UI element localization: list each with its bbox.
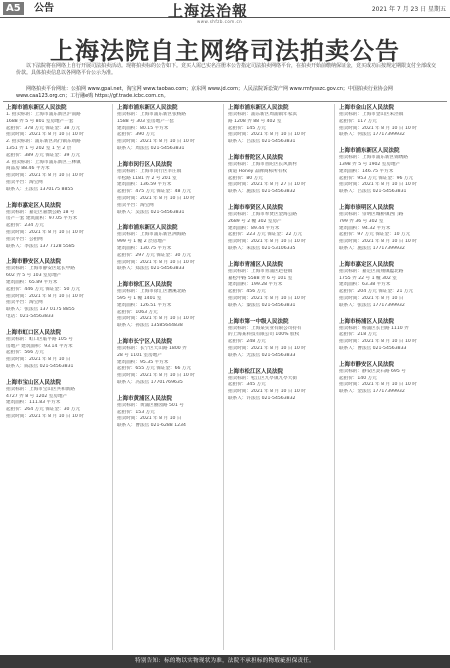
detail-line: 起拍价：80 万元 (228, 175, 263, 181)
detail-line: 起拍价：475 万元 保证金：48 万元 (117, 189, 192, 195)
detail-line: 建筑面积：94.32 平方米 (339, 225, 391, 231)
detail-line: 拍卖时间：2021 年 8 月 10 日 10 时 (339, 125, 417, 131)
detail-line: 拍卖标的：嘉定区南翔镇蕴北路 (339, 268, 404, 274)
detail-line: 拍卖时间：2021 年 8 月 10 日 10 时 (339, 182, 417, 188)
site-url: www.shfzb.com.cn (197, 19, 243, 24)
auction-item (117, 338, 221, 387)
detail-line: 嘉松中路 5588 弄 6 号 101 室 (228, 275, 293, 281)
auction-item (339, 204, 444, 253)
detail-line: 拍卖标的：长宁区天山路 1800 弄 (117, 345, 187, 351)
detail-line: 建筑面积：130.75 平方米 (117, 245, 172, 251)
detail-line: 联系人：张法官 137 0175 8855 (6, 307, 75, 313)
detail-line: 1688 弄 5 号 801 室房地产一套 (6, 118, 74, 124)
detail-line: 联系人：孙法官 13585644838 (117, 323, 183, 329)
detail-line: 起拍价：389 万元 保证金：39 万元 (6, 152, 81, 158)
item-details (339, 112, 444, 139)
detail-line: 联系人：王法官 1370175 8855 (6, 186, 74, 192)
court-name: 上海市嘉定区人民法院 (339, 261, 395, 268)
detail-line: 拍卖标的：上海市浦东新区锦绣路 (339, 155, 408, 161)
detail-line: 联系人：何法官 17717399932 (339, 132, 405, 138)
detail-line: 拍卖时间：2021 年 8 月 10 日 10 时 (6, 132, 84, 138)
court-name: 上海市闵行区人民法院 (117, 161, 173, 168)
page-header (0, 0, 450, 18)
detail-line: 拍卖标的：上海市静安区延长中路 (6, 266, 75, 272)
detail-line: 起拍价：655 万元 保证金：66 万元 (117, 366, 192, 372)
detail-line: 1. 拍卖标的：上海市浦东新区沪南路 (6, 112, 81, 117)
detail-line: 拍卖标的：上海市普陀区长风新村 (228, 161, 297, 167)
detail-line: 拍卖时间：2021 年 8 月 10 日 (6, 357, 71, 363)
auction-item (6, 104, 110, 194)
detail-line: 拍卖标的：上海市徐汇区漕溪北路 (117, 289, 186, 295)
detail-line: 1755 弄 22 号 1 幢 302 室 (339, 275, 397, 281)
detail-line: 1351 弄 1 号 202 室 1 至 2 层 (6, 145, 72, 151)
detail-line: 联系人：朱法官 021-53106335 (228, 245, 296, 251)
court-name: 上海市浦东新区人民法院 (117, 225, 178, 232)
court-name: 上海市虹口区人民法院 (6, 329, 62, 336)
detail-line: 4727 弄 8 号 1202 室房地产 (6, 393, 68, 399)
item-details (339, 269, 444, 310)
detail-line: 房地产 建筑面积：93.14 平方米 (6, 343, 73, 349)
detail-line: 联系人：张法官 17717399932 (339, 302, 405, 308)
auction-item (228, 261, 332, 310)
court-name: 上海市浦东新区人民法院 (117, 105, 178, 111)
court-name: 上海市浦东新区人民法院 (339, 148, 400, 155)
detail-line: 联系人：施法官 021-54563832 (228, 189, 296, 195)
detail-line: 拍卖时间：2021 年 8 月 10 日 10 时 (6, 413, 84, 419)
detail-line: 拍卖时间：2021 年 8 月 10 日 10 时 (339, 339, 417, 345)
newspaper-masthead: 上海法治報 (168, 2, 249, 20)
detail-line: 拍卖时间：2021 年 8 月 10 日 10 时 (117, 373, 195, 379)
detail-line: 拍卖时间：2021 年 8 月 10 日 10 时 (228, 295, 306, 301)
item-details (117, 112, 221, 153)
detail-line: 拍卖标的：上海市浦东新区洲海路 (117, 232, 186, 238)
detail-line: 联系人：金法官 17717399932 (339, 389, 405, 395)
auction-item (117, 104, 221, 153)
detail-line: 起拍价：248 万元 (228, 339, 266, 345)
detail-line: 拍卖时间：2021 年 8 月 10 日 10 时 (228, 132, 306, 138)
detail-line: 建筑面积：80.15 平方米 (117, 125, 169, 131)
detail-line: 拍卖标的：虹口区临平路 105 号 (6, 336, 73, 342)
auction-item (117, 395, 221, 430)
court-name: 上海市第一中级人民法院 (228, 318, 289, 325)
detail-line: 拍卖时间：2021 年 8 月 10 日 10 时 (228, 345, 306, 351)
detail-line: 联系人：尤法官 021-54563833 (228, 352, 296, 358)
detail-line: 拍卖时间：2021 年 8 月 10 日 10 时 (117, 316, 195, 322)
detail-line: 联系人：冯法官 17701769635 (117, 379, 183, 385)
detail-line: 电话：021-54563833 (6, 313, 54, 319)
item-details (117, 346, 221, 387)
court-name: 上海市静安区人民法院 (339, 361, 395, 368)
detail-line: 拍卖时间：2021 年 8 月 10 日 (117, 416, 182, 422)
detail-line: 2. 拍卖标的：浦东新区高行镇东靖路 (6, 139, 81, 145)
auction-item (339, 261, 444, 310)
auction-item (228, 318, 332, 360)
detail-line: 拍卖时间：2021 年 8 月 10 日 10 时 (228, 239, 306, 245)
detail-line: 拍卖时间：2021 年 8 月 10 日 10 时 (117, 259, 195, 265)
auction-listings (6, 104, 446, 650)
item-details (6, 387, 110, 421)
item-details (228, 326, 332, 360)
auction-item (6, 258, 110, 320)
detail-line: 起拍价：378 万元 保证金：38 万元 (6, 125, 81, 131)
detail-line: 起拍价：566 万元 (6, 350, 44, 356)
detail-line: 拍卖标的：上海某实业有限公司持有 (228, 325, 302, 331)
court-name: 上海市徐汇区人民法院 (117, 282, 173, 289)
detail-line: 拍卖时间：2021 年 8 月 10 日 10 时 (228, 389, 306, 395)
detail-line: 602 弄 5 号 103 室房地产 (6, 273, 62, 279)
detail-line: 建筑面积：89.44 平方米 (228, 225, 280, 231)
item-details (6, 210, 110, 251)
detail-line: 2689 号 2 幢 302 室房产 (228, 218, 282, 224)
detail-line: 起拍价：456 万元 (228, 289, 266, 295)
detail-line: 起拍价：153 万元 (117, 409, 155, 415)
detail-line: 拍卖时间：2021 年 8 月 10 日 10 时 (6, 293, 84, 299)
detail-line: 拍卖平台：淘宝网 (117, 202, 154, 208)
detail-line: 建筑面积：146.75 平方米 (339, 168, 394, 174)
detail-line: 拍卖标的：松江区九亭镇九亭大街 (228, 375, 297, 381)
detail-line: 建筑面积：65.89 平方米 (6, 279, 58, 285)
detail-line: 联系人：吕法官 021-54563831 (339, 189, 407, 195)
detail-line: 联系人：曹法官 021-54563833 (339, 345, 407, 351)
court-name: 上海市青浦区人民法院 (228, 261, 284, 268)
court-name: 上海市长宁区人民法院 (117, 338, 173, 345)
detail-line: 拍卖标的：上海市金山区朱泾镇 (339, 112, 404, 117)
detail-line: 拍卖时间：2021 年 8 月 10 日 10 时 (117, 139, 195, 145)
item-details (228, 162, 332, 196)
detail-line: 联系人：郑法官 021-54563833 (117, 266, 185, 272)
court-name: 上海市浦东新区人民法院 (228, 105, 289, 111)
detail-line: 建筑面积：126.51 平方米 (117, 302, 172, 308)
detail-line: 路 1208 弄 88 号 402 室 (228, 118, 282, 124)
court-name: 上海市松江区人民法院 (228, 368, 284, 375)
detail-line: 1398 弄 5 号 1902 室房地产 (339, 161, 401, 167)
announcement-title: 上海法院自主网络司法拍卖公告 (50, 37, 400, 65)
detail-line: 拍卖标的：静安区灵石路 695 号 (339, 368, 406, 374)
detail-line: 联系人：秦法官 021-54563831 (228, 302, 296, 308)
court-name: 上海市杨浦区人民法院 (339, 318, 395, 325)
detail-line: 拍卖时间：2021 年 8 月 10 日 10 时 (6, 229, 84, 235)
court-name: 上海市宝山区人民法院 (6, 379, 62, 386)
detail-line: 起拍价：223 万元 保证金：22 万元 (228, 232, 303, 238)
item-details (228, 112, 332, 146)
divider (3, 101, 447, 102)
detail-line: 联系人：吕法官 021-54563831 (228, 139, 296, 145)
detail-line: 起拍价：1063 万元 (117, 309, 158, 315)
detail-line: 莘松路 1181 弄 2 号 201 室 (117, 175, 177, 181)
detail-line: 建筑面积：111.83 平方米 (6, 400, 61, 406)
auction-item (6, 329, 110, 371)
detail-line: 建筑面积：63.38 平方米 (339, 282, 391, 288)
detail-line: 起拍价：234 万元 (6, 223, 44, 229)
auction-item (228, 204, 332, 253)
detail-line: 3. 拍卖标的：上海市浦东新区三林镇 (6, 159, 81, 165)
detail-line: 联系人：施法官 17717399932 (339, 245, 405, 251)
detail-line: 联系人：许法官 021-54563832 (228, 395, 296, 401)
item-details (339, 212, 444, 253)
detail-line: 起拍价：446 万元 保证金：50 万元 (6, 286, 81, 292)
detail-line: 联系人：曹法官 021-6288 1234 (117, 423, 186, 429)
detail-line: 595 号 1 幢 1401 室 (117, 295, 162, 301)
detail-line: 拍卖时间：2021 年 8 月 10 日 10 时 (339, 239, 417, 245)
detail-line: 起拍价：390 万元 (117, 132, 155, 138)
item-details (117, 232, 221, 273)
detail-line: 建筑面积：199.28 平方米 (228, 282, 283, 288)
auction-item (6, 202, 110, 251)
court-name: 上海市黄浦区人民法院 (117, 395, 173, 402)
auction-item (339, 147, 444, 196)
detail-line: 拍卖标的：上海市宝山区共和新路 (6, 386, 75, 392)
detail-line: 起拍价：145 万元 (228, 125, 266, 131)
item-details (228, 212, 332, 253)
detail-line: 街道 Honey 品牌商标所有权 (228, 168, 287, 174)
court-name: 上海市普陀区人民法院 (228, 154, 284, 161)
detail-line: 拍卖标的：嘉定区嘉戬公路 18 号 (6, 209, 75, 215)
detail-line: 起拍价：953 万元 保证金：96 万元 (339, 175, 414, 181)
detail-line: 联系人：陈法官 021-54563831 (6, 363, 74, 369)
detail-line: 拍卖时间：2021 年 8 月 10 日 (339, 295, 404, 301)
detail-line: 建筑面积：95.35 平方米 (117, 359, 169, 365)
detail-line: 起拍价：218 万元 (339, 332, 377, 338)
item-details (6, 266, 110, 320)
detail-line: 起拍价：117 万元 (339, 118, 377, 124)
detail-line: 拍卖平台：淘宝网 (6, 179, 43, 185)
auction-item (228, 154, 332, 196)
item-details (339, 155, 444, 196)
auction-item (339, 104, 444, 139)
listing-column-2 (117, 104, 224, 650)
auction-item (117, 161, 221, 217)
auction-item (117, 281, 221, 330)
detail-line: 拍卖标的：浦东新区周浦镇年家浜 (228, 112, 297, 117)
auction-item (117, 224, 221, 273)
detail-line: 起拍价：297 万元 保证金：30 万元 (117, 252, 192, 258)
detail-line: 联系人：李法官 137 7128 5585 (6, 243, 75, 249)
item-details (117, 403, 221, 430)
detail-line: 拍卖平台：公拍网 (6, 236, 43, 242)
detail-line: 999 号 1 幢 2 层房地产 (117, 239, 167, 245)
detail-line: 起拍价：140 万元 (339, 375, 377, 381)
listing-column-4 (339, 104, 446, 650)
auction-item (339, 318, 444, 353)
detail-line: 799 弄 36 号 302 室 (339, 218, 384, 224)
detail-line: 拍卖时间：2021 年 8 月 10 日 10 时 (117, 195, 195, 201)
item-details (228, 269, 332, 310)
detail-line: 拍卖标的：上海市青浦区赵巷镇 (228, 268, 293, 274)
court-name: 上海市浦东新区人民法院 (6, 105, 67, 111)
detail-line: 起拍价：204 万元 保证金：21 万元 (339, 289, 414, 295)
auction-item (339, 361, 444, 396)
item-details (339, 369, 444, 396)
intro-paragraph: 以下法院将在网络上自行开展司法拍卖活动。现将拍卖标的公告如下。竞买人需已实名注册本公告指定司法拍卖网络平台，在拍卖开始前缴纳保证金，竞买成功后按规定期限支付全部成交价款。具体拍卖信息以各网络平台公示为准。 (16, 63, 437, 77)
court-name: 上海市静安区人民法院 (6, 259, 62, 266)
auction-item (6, 379, 110, 421)
item-details (6, 337, 110, 371)
auction-item (228, 104, 332, 146)
court-name: 上海市金山区人民法院 (339, 105, 395, 111)
item-details (339, 326, 444, 353)
detail-line: 起拍价：345 万元 (228, 382, 266, 388)
item-details (228, 376, 332, 403)
section-label: 公告 (34, 3, 54, 14)
item-details (117, 289, 221, 330)
detail-line: 28 号 1101 室房地产 (117, 352, 162, 358)
detail-line: 拍卖标的：杨浦区长白路 1110 弄 (339, 325, 409, 331)
platform-links-paragraph: 网络拍卖平台网址：公拍网 www.gpai.net，淘宝网 www.taobao.com；京东网 www.jd.com；人民法院诉讼资产网 www.rmfysszc.gov.cn；中国拍卖行业协会网 www.caa123.org.cn；工行融e购 https://gf.trade.icbc.com.cn。 (16, 86, 393, 99)
detail-line: 拍卖时间：2021 年 8 月 27 日 10 时 (228, 182, 306, 188)
detail-line: 起拍价：264 万元 保证金：30 万元 (6, 407, 81, 413)
item-details (6, 112, 110, 194)
item-details (117, 169, 221, 217)
detail-line: 房产一套 建筑面积：97.05 平方米 (6, 216, 78, 222)
auction-item (228, 368, 332, 403)
detail-line: 拍卖时间：2021 年 8 月 10 日 10 时 (339, 382, 417, 388)
court-name: 上海市奉贤区人民法院 (228, 204, 284, 211)
listing-column-3 (228, 104, 335, 650)
detail-line: 拍卖平台：淘宝网 (6, 300, 43, 306)
detail-line: 拍卖标的：上海市浦东新区张杨路 (117, 112, 186, 117)
detail-line: 拍卖标的：黄浦区丽园路 501 号 (117, 402, 184, 408)
court-name: 上海市嘉定区人民法院 (6, 202, 62, 209)
court-name: 上海市崇明区人民法院 (339, 204, 395, 211)
detail-line: 的上海某科技有限公司 100% 股权 (228, 332, 300, 338)
detail-line: 联系人：周法官 021-54563831 (117, 145, 185, 151)
footer-notice: 特别告知：标的物以实物现状为准，法院不承担标的物瑕疵担保责任。 (0, 655, 450, 668)
detail-line: 拍卖时间：2021 年 8 月 10 日 10 时 (6, 173, 84, 179)
detail-line: 建筑面积：136.59 平方米 (117, 182, 172, 188)
detail-line: 商品房 88.46 平方米 (6, 166, 50, 172)
detail-line: 拍卖标的：上海市闵行区莘庄镇 (117, 168, 182, 174)
page-number-badge: A5 (3, 2, 24, 15)
detail-line: 起拍价：97 万元 保证金：10 万元 (339, 232, 411, 238)
detail-line: 1588 号 303 室房地产一套 (117, 118, 174, 124)
detail-line: 联系人：吴法官 021-54563831 (117, 209, 185, 215)
detail-line: 拍卖标的：上海市奉贤区金海公路 (228, 211, 297, 217)
listing-column-1 (6, 104, 113, 650)
issue-date: 2021 年 7 月 23 日 星期五 (371, 6, 446, 13)
detail-line: 拍卖标的：崇明区城桥镇西门路 (339, 211, 404, 217)
